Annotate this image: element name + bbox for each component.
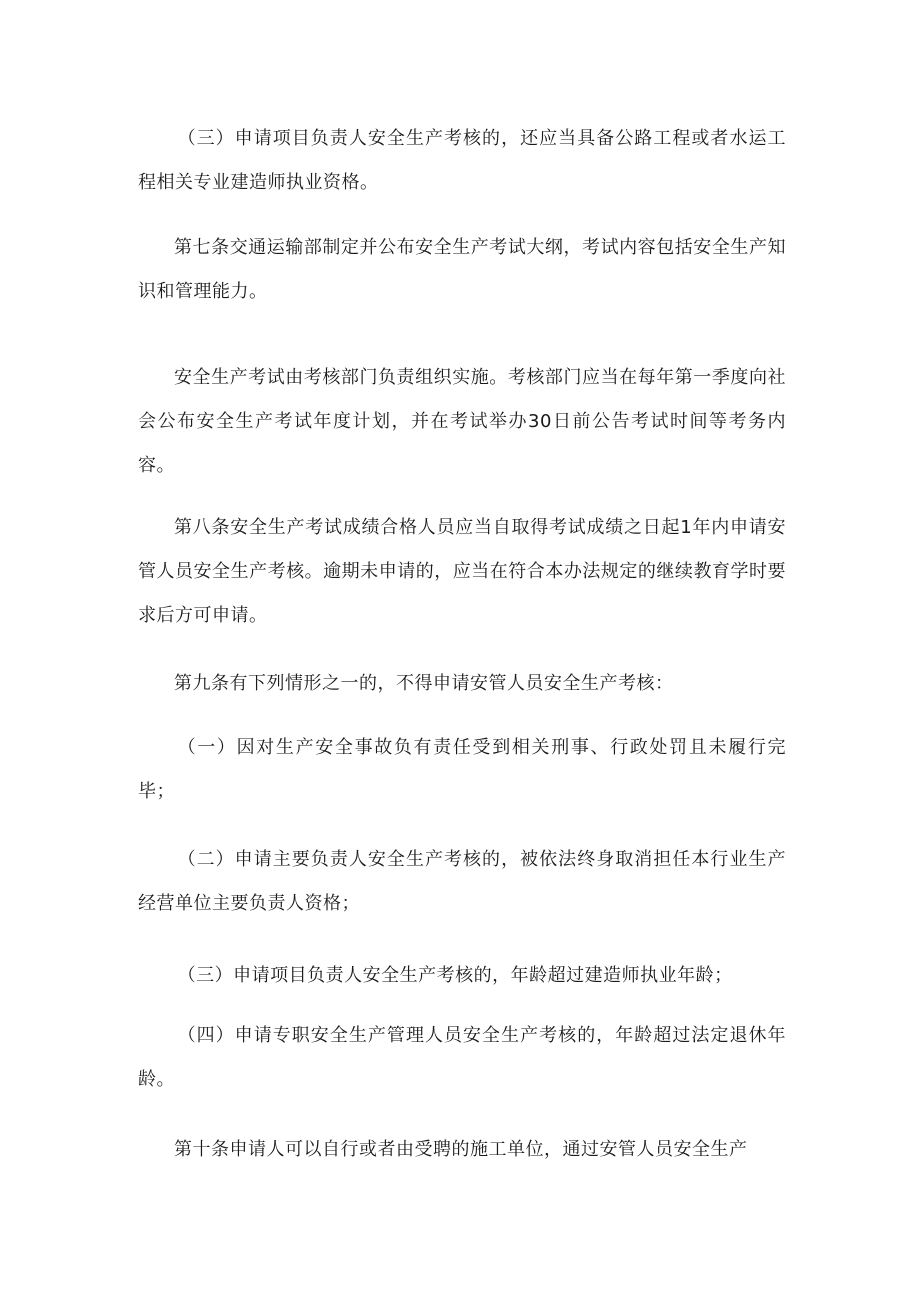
paragraph-article-7: 第七条交通运输部制定并公布安全生产考试大纲，考试内容包括安全生产知识和管理能力。 [138, 237, 786, 302]
paragraph-article-9: 第九条有下列情形之一的，不得申请安管人员安全生产考核： [174, 673, 674, 694]
paragraph-article-10: 第十条申请人可以自行或者由受聘的施工单位，通过安管人员安全生产 [174, 1139, 748, 1160]
paragraph-item-4-retirement: （四）申请专职安全生产管理人员安全生产考核的，年龄超过法定退休年龄。 [138, 1025, 786, 1090]
paragraph-item-2-disqualified: （二）申请主要负责人安全生产考核的，被依法终身取消担任本行业生产经营单位主要负责人资格； [138, 849, 786, 914]
paragraph-item-3-qualification: （三）申请项目负责人安全生产考核的，还应当具备公路工程或者水运工程相关专业建造师执业资格。 [138, 128, 786, 193]
paragraph-item-3-age-limit: （三）申请项目负责人安全生产考核的，年龄超过建造师执业年龄； [177, 965, 733, 986]
paragraph-exam-organization: 安全生产考试由考核部门负责组织实施。考核部门应当在每年第一季度向社会公布安全生产考试年度计划，并在考试举办30日前公告考试时间等考务内容。 [138, 367, 786, 476]
paragraph-item-1-penalty: （一）因对生产安全事故负有责任受到相关刑事、行政处罚且未履行完毕； [138, 737, 786, 802]
paragraph-article-8: 第八条安全生产考试成绩合格人员应当自取得考试成绩之日起1年内申请安管人员安全生产考核。逾期未申请的，应当在符合本办法规定的继续教育学时要求后方可申请。 [138, 517, 786, 626]
